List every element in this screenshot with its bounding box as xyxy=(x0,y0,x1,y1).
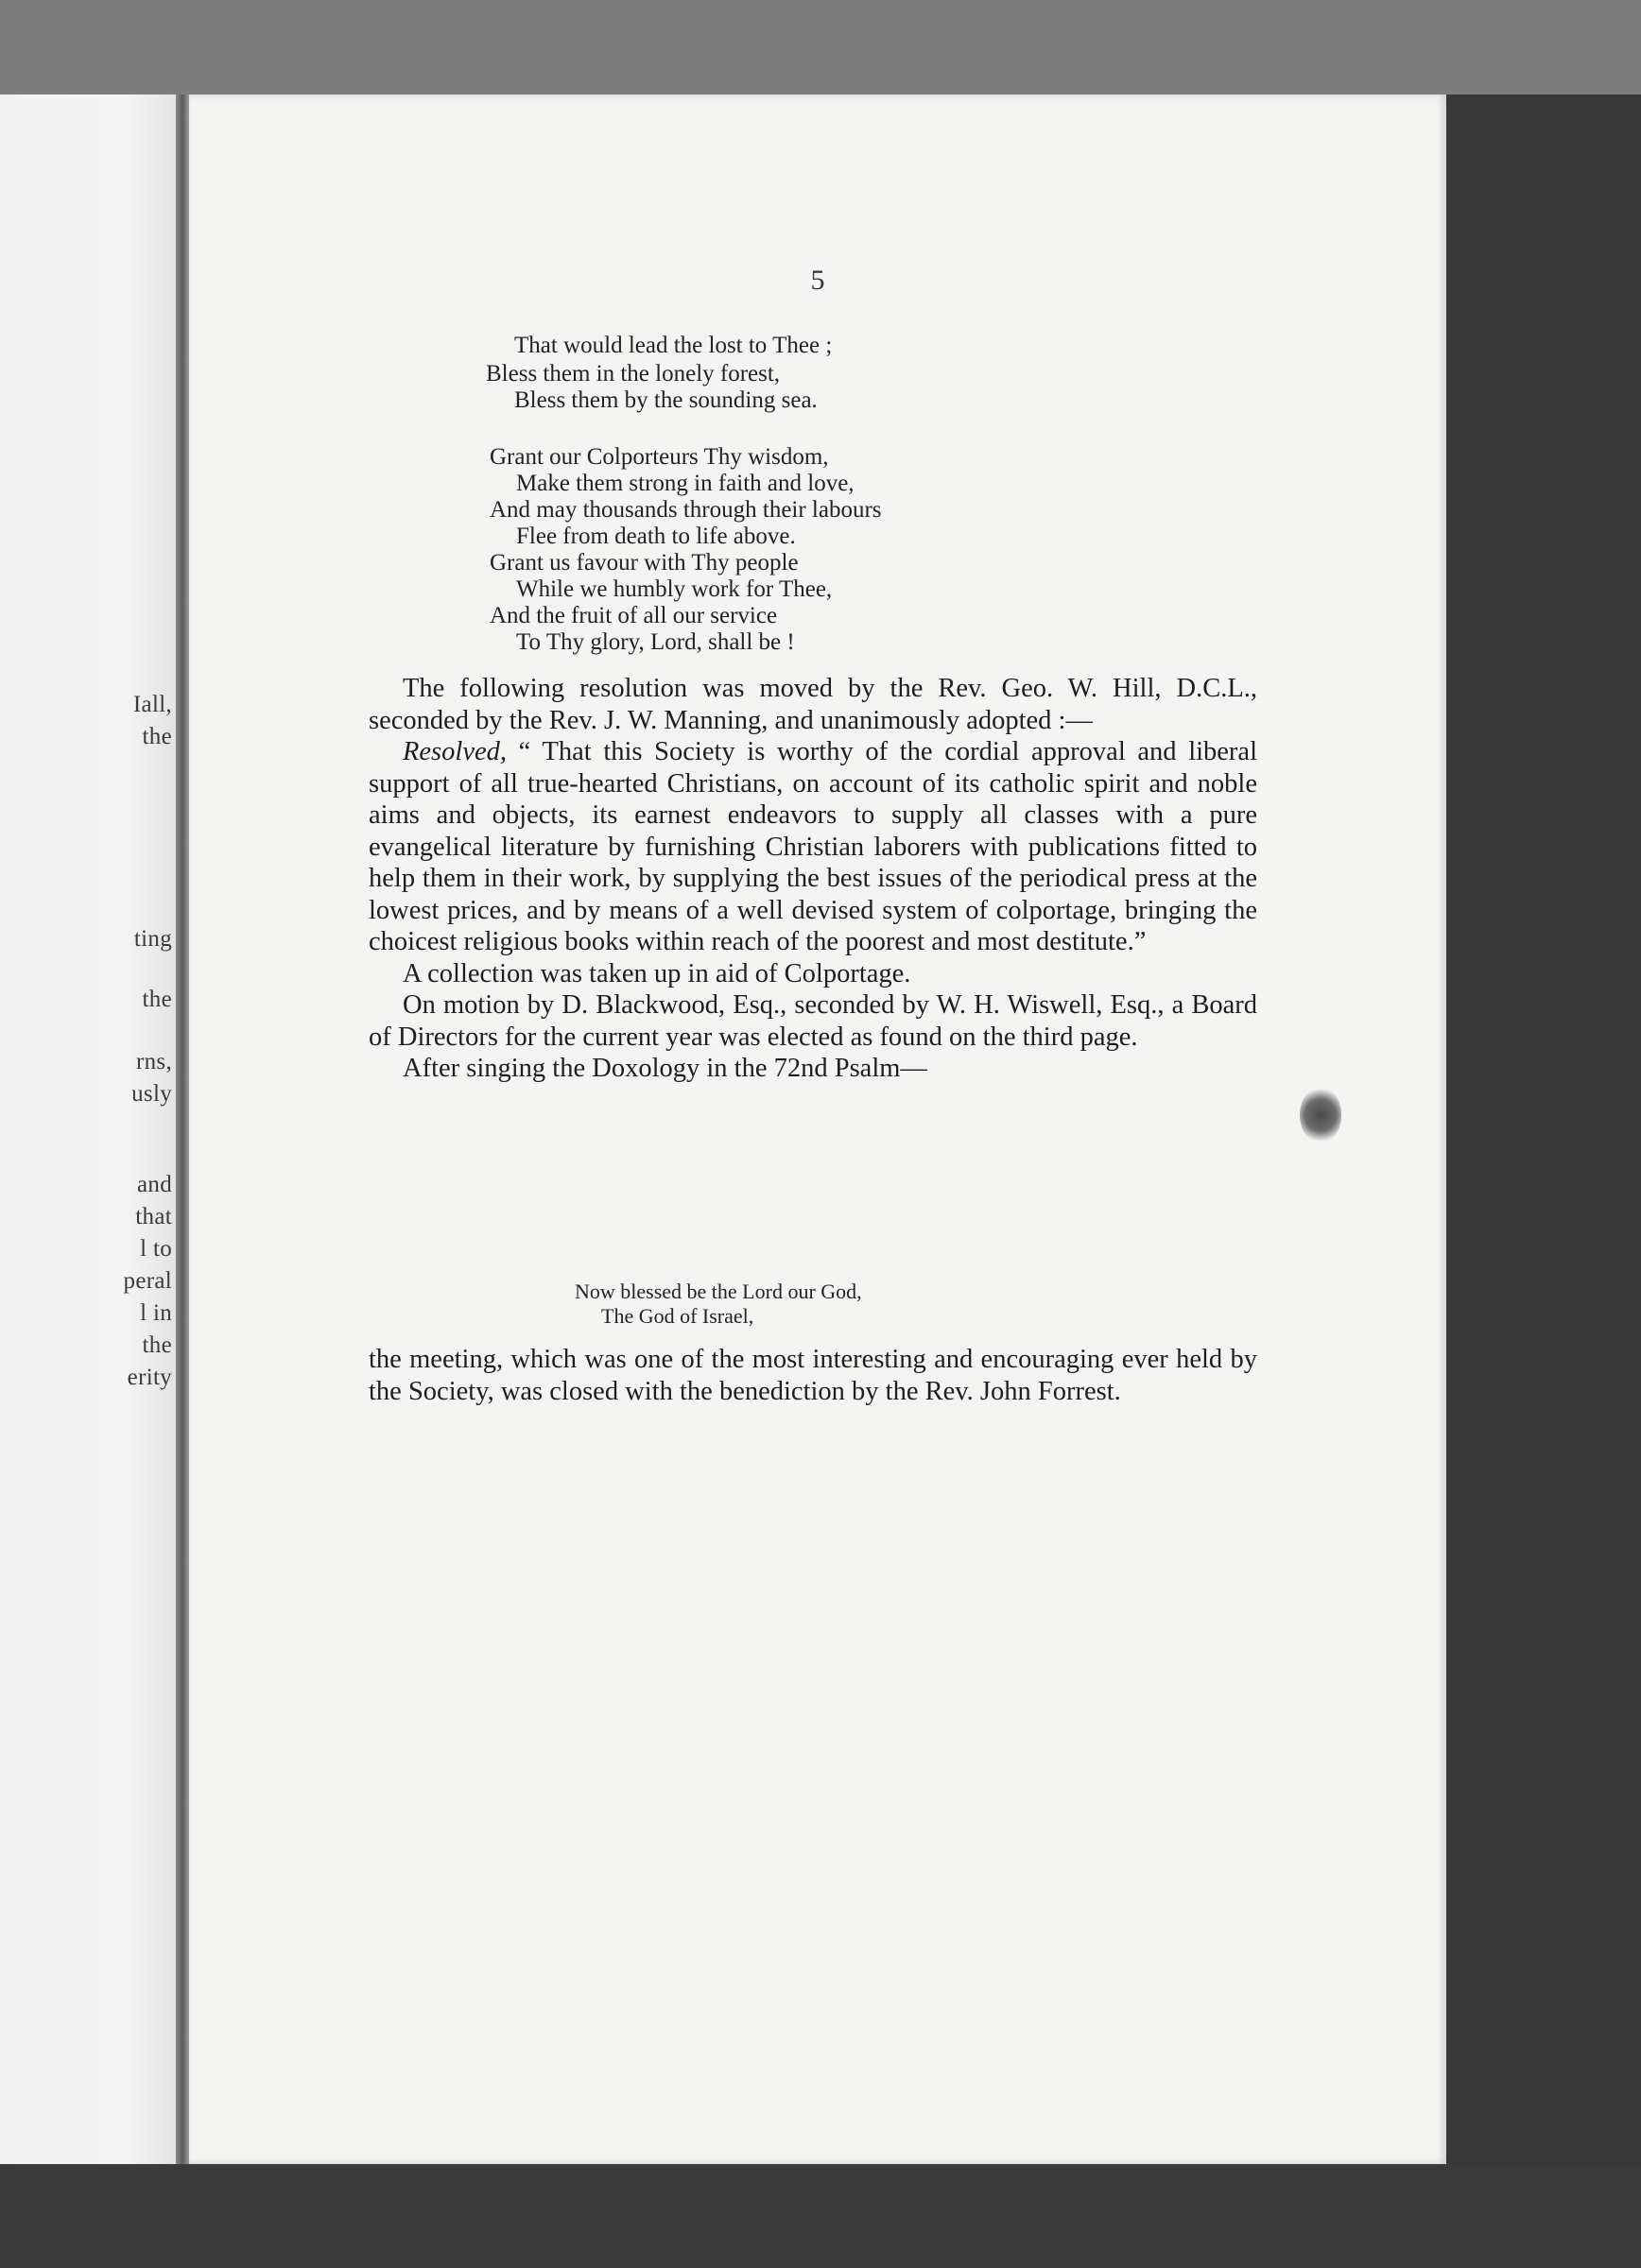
ink-smudge xyxy=(1300,1087,1341,1143)
resolution-intro-paragraph: The following resolution was moved by the Rev. Geo. W. Hill, D.C.L., seconded by the Rev. J. W. Manning, and unanimously adopted :— xyxy=(369,674,1257,735)
closing-paragraph: the meeting, which was one of the most interesting and encouraging ever held by the Society, was closed with the benediction by the Rev. John Forrest. xyxy=(369,1345,1257,1406)
frame-top-border xyxy=(0,0,1641,94)
collection-paragraph: A collection was taken up in aid of Colportage. xyxy=(403,958,911,988)
poem-line: Grant us favour with Thy people xyxy=(490,550,799,576)
board-motion-paragraph: On motion by D. Blackwood, Esq., seconded by W. H. Wiswell, Esq., a Board of Directors for the current year was elected as found on the third page. xyxy=(369,990,1257,1052)
poem-line: Make them strong in faith and love, xyxy=(516,471,855,496)
poem-line: To Thy glory, Lord, shall be ! xyxy=(516,629,795,655)
hymn-line: Now blessed be the Lord our God, xyxy=(575,1280,862,1303)
frame-bottom-border xyxy=(0,2166,1641,2268)
facing-page xyxy=(0,94,180,2164)
facing-page-fragment: rns, xyxy=(135,1049,172,1074)
document-page xyxy=(189,94,1446,2164)
facing-page-fragment: l in xyxy=(140,1300,172,1326)
facing-page-fragment: that xyxy=(135,1204,172,1229)
book-gutter xyxy=(176,94,189,2164)
doxology-intro-paragraph: After singing the Doxology in the 72nd Psalm— xyxy=(403,1054,927,1083)
poem-line: While we humbly work for Thee, xyxy=(516,576,833,602)
facing-page-fragment: the xyxy=(142,1332,172,1358)
hymn-line: The God of Israel, xyxy=(601,1304,754,1328)
poem-line: And may thousands through their labours xyxy=(490,497,882,523)
resolved-text: “ That this Society is worthy of the cordial approval and liberal support of all true-hearted Christians, on account of its catholic spirit and noble aims and objects, its earnest endeavors to supply all classes with a pure evangelical literature by furnishing Christian laborers with publications fitted to help them in their work, by supplying the best issues of the periodical press at the lowest prices, and by means of a well devised system of colportage, bringing the choicest religious books within reach of the poorest and most destitute.” xyxy=(369,737,1257,956)
poem-line: Bless them by the sounding sea. xyxy=(514,387,818,413)
facing-page-fragment: erity xyxy=(127,1365,172,1390)
resolved-paragraph xyxy=(369,736,1257,958)
facing-page-fragment: usly xyxy=(131,1081,172,1107)
facing-page-fragment: ting xyxy=(133,926,172,952)
facing-page-fragment: and xyxy=(137,1172,172,1197)
poem-line: Grant our Colporteurs Thy wisdom, xyxy=(490,444,829,470)
facing-page-fragment: Iall, xyxy=(132,692,172,717)
facing-page-fragment: the xyxy=(142,724,172,749)
poem-line: And the fruit of all our service xyxy=(490,603,778,628)
facing-page-fragment: l to xyxy=(140,1236,172,1262)
page-number: 5 xyxy=(810,265,825,296)
resolution-block xyxy=(369,673,1257,1085)
frame-right-border xyxy=(1446,94,1641,2268)
resolved-lead: Resolved, xyxy=(403,737,507,766)
facing-page-fragment: the xyxy=(142,987,172,1012)
closing-block xyxy=(369,1344,1257,1407)
poem-line: Bless them in the lonely forest, xyxy=(486,361,781,387)
poem-line: Flee from death to life above. xyxy=(516,524,796,549)
poem-line: That would lead the lost to Thee ; xyxy=(514,333,833,358)
facing-page-fragment: peral xyxy=(123,1268,172,1294)
